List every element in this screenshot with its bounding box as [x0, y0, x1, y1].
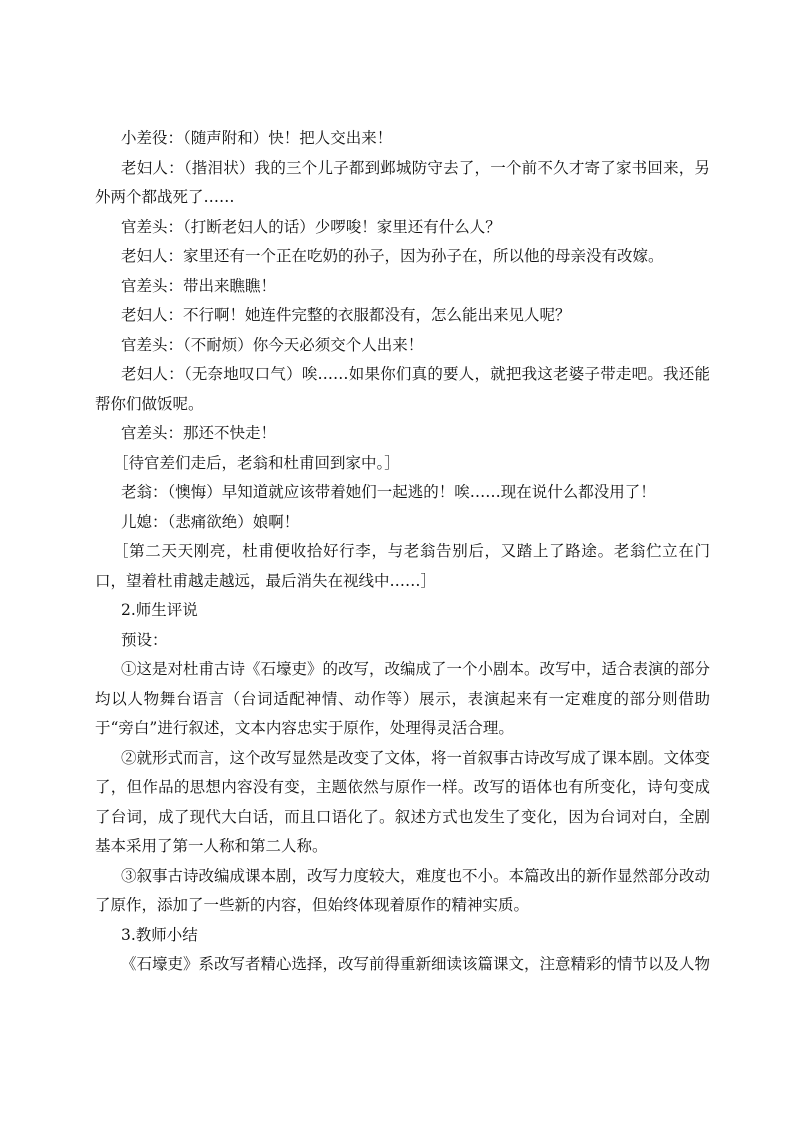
dialogue-line: 小差役：（随声附和）快！把人交出来！: [121, 129, 393, 147]
document-body: [95, 124, 710, 980]
dialogue-line: 老妇人：（无奈地叹口气）唉……如果你们真的要人，就把我这老婆子带走吧。我还能帮你们做饭呢。: [95, 365, 710, 413]
dialogue-line: 老妇人：家里还有一个正在吃奶的孙子，因为孙子在，所以他的母亲没有改嫁。: [121, 247, 664, 265]
stage-direction: ［第二天天刚亮，杜甫便收拾好行李，与老翁告别后，又踏上了路途。老翁伫立在门口，望着杜甫越走越远，最后消失在视线中……］: [95, 542, 710, 590]
dialogue-line: 老妇人：不行啊！她连件完整的衣服都没有，怎么能出来见人呢？: [121, 306, 571, 324]
dialogue-line: 老妇人：（揩泪状）我的三个儿子都到邺城防守去了，一个前不久才寄了家书回来，另外两个都战死了……: [95, 158, 710, 206]
dialogue-line: 官差头：带出来瞧瞧！: [121, 276, 277, 295]
dialogue-line: 官差头：（不耐烦）你今天必须交个人出来！: [121, 335, 424, 354]
body-paragraph: 预设：: [121, 630, 168, 649]
dialogue-line: 官差头：那还不快走！: [121, 424, 277, 442]
stage-direction: ［待官差们走后，老翁和杜甫回到家中。］: [113, 453, 400, 472]
body-paragraph: ②就形式而言，这个改写显然是改变了文体，将一首叙事古诗改写成了课本剧。文体变了，但作品的思想内容没有变，主题依然与原作一样。改写的语体也有所变化，诗句变成了台词，成了现代大白话，而且口语化了。叙述方式也发生了变化，因为台词对白，全剧基本采用了第一人称和第二人称。: [95, 748, 711, 855]
body-paragraph: ③叙事古诗改编成课本剧，改写力度较大，难度也不小。本篇改出的新作显然部分改动了原作，添加了一些新的内容，但始终体现着原作的精神实质。: [95, 866, 711, 914]
section-heading: 2.师生评说: [121, 601, 198, 619]
body-paragraph: 《石壕吏》系改写者精心选择，改写前得重新细读该篇课文，注意精彩的情节以及人物: [121, 955, 711, 973]
body-paragraph: ①这是对杜甫古诗《石壕吏》的改写，改编成了一个小剧本。改写中，适合表演的部分均以人物舞台语言（台词适配神情、动作等）展示，表演起来有一定难度的部分则借助于“旁白”进行叙述，文本内容忠实于原作，处理得灵活合理。: [95, 660, 711, 737]
dialogue-line: 儿媳：（悲痛欲绝）娘啊！: [121, 512, 300, 531]
section-heading: 3.教师小结: [121, 925, 198, 944]
dialogue-line: 老翁：（懊悔）早知道就应该带着她们一起逃的！唉……现在说什么都没用了！: [121, 483, 656, 501]
dialogue-line: 官差头：（打断老妇人的话）少啰唆！家里还有什么人？: [121, 217, 501, 236]
